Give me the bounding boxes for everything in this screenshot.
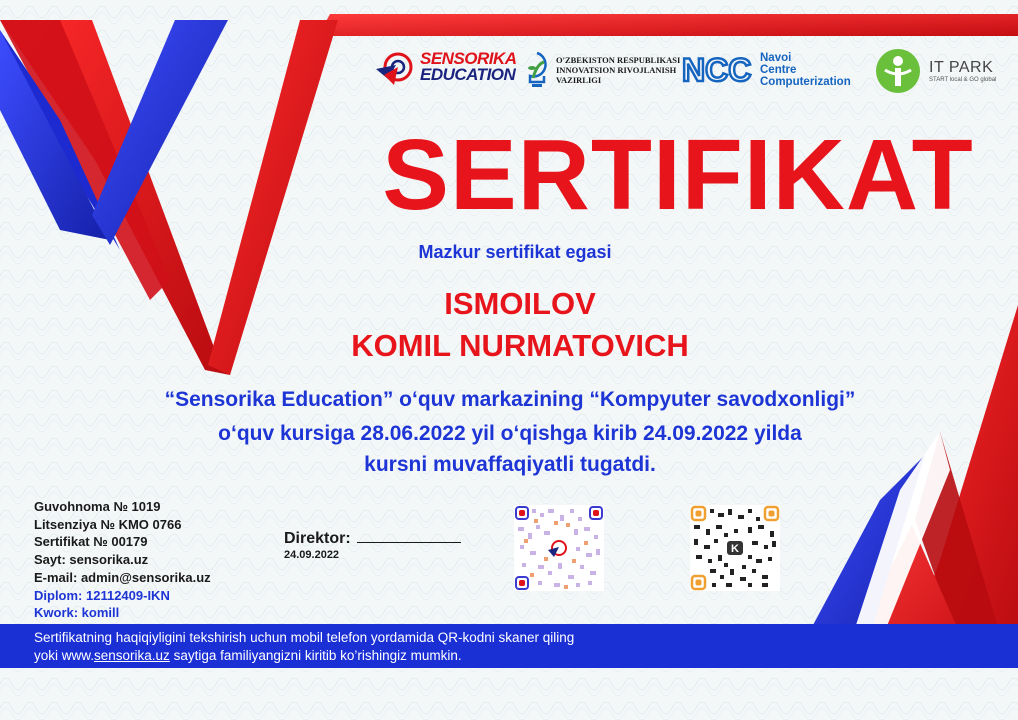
itpark-logo-subtitle: START local & GO global xyxy=(929,77,997,83)
sensorika-logo xyxy=(374,45,517,89)
director-label: Direktor: xyxy=(284,530,351,547)
sertifikat-number: Sertifikat № 00179 xyxy=(34,534,148,550)
diplom-number: Diplom: 12112409-IKN xyxy=(34,587,170,603)
footer-line2 xyxy=(34,648,462,663)
sensorika-logo-line2: EDUCATION xyxy=(420,65,516,84)
kwork-qr-code[interactable] xyxy=(690,505,780,591)
footer-line1: Sertifikatning haqiqiyligini tekshirish uchun mobil telefon yordamida QR-kodni skaner qiling xyxy=(34,630,575,645)
ministry-logo-line3: VAZIRLIGI xyxy=(556,75,602,85)
certificate-subtitle: Mazkur sertifikat egasi xyxy=(418,242,612,262)
registration-info xyxy=(34,498,211,622)
ministry-logo-line1: O'ZBEKISTON RESPUBLIKASI xyxy=(556,55,681,65)
navoi-logo-line2: Centre xyxy=(760,64,797,76)
website: Sayt: sensorika.uz xyxy=(34,552,149,568)
navoi-logo-line3: Computerization xyxy=(760,76,851,88)
signature-line xyxy=(357,528,461,543)
navoi-logo-line1: Navoi xyxy=(760,52,792,64)
sensorika-emblem-icon xyxy=(374,45,418,89)
kwork-handle: Kwork: komill xyxy=(34,605,120,621)
course-description-line2: o‘quv kursiga 28.06.2022 yil o‘qishga kirib 24.09.2022 yilda xyxy=(218,422,802,445)
guvohnoma-number: Guvohnoma № 1019 xyxy=(34,499,161,514)
navoi-logo xyxy=(682,52,851,88)
course-description-line3: kursni muvaffaqiyatli tugatdi. xyxy=(364,453,656,476)
itpark-emblem-icon xyxy=(873,46,923,96)
ministry-logo-line2: INNOVATSION RIVOJLANISH xyxy=(556,65,677,75)
recipient-given-names: KOMIL NURMATOVICH xyxy=(351,328,689,363)
sensorika-link[interactable]: sensorika.uz xyxy=(94,648,170,663)
sensorika-qr-code[interactable] xyxy=(514,505,604,591)
top-red-stripe xyxy=(318,14,1018,36)
course-description-line1: “Sensorika Education” o‘quv markazining “Kompyuter savodxonligi” xyxy=(164,388,856,411)
sensorika-logo-line1: SENSORIKA xyxy=(420,49,517,68)
lightbulb-icon xyxy=(522,50,552,90)
partner-logos xyxy=(370,40,1010,110)
recipient-surname: ISMOILOV xyxy=(444,286,596,321)
email: E-mail: admin@sensorika.uz xyxy=(34,569,211,585)
ministry-logo xyxy=(522,50,680,90)
litsenziya-number: Litsenziya № KMO 0766 xyxy=(34,516,182,532)
director-signature xyxy=(284,528,461,548)
svg-text:NCC: NCC xyxy=(682,53,752,87)
svg-text:K: K xyxy=(731,543,739,555)
itpark-logo-title: IT PARK xyxy=(929,59,994,76)
ncc-emblem-icon xyxy=(682,53,758,87)
footer-line2-suffix: saytiga familiyangizni kiritib ko’rishingiz mumkin. xyxy=(169,648,462,663)
footer-line2-prefix: yoki www. xyxy=(34,648,95,663)
issue-date: 24.09.2022 xyxy=(284,549,340,561)
footer-bar xyxy=(0,624,1018,668)
itpark-logo xyxy=(873,46,996,96)
certificate-title: SERTIFIKAT xyxy=(382,119,974,231)
